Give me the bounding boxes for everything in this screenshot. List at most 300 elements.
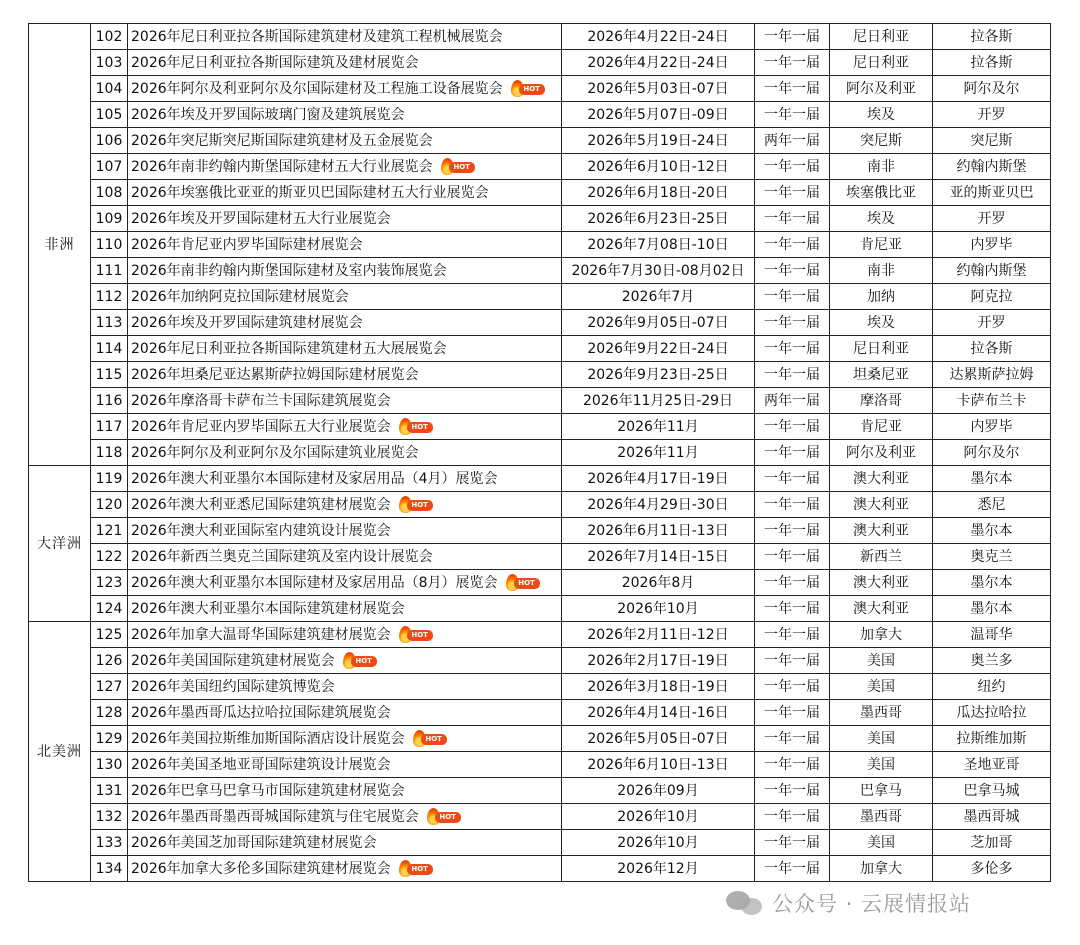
exhibition-date-cell: [562, 388, 755, 414]
exhibition-country-cell: [830, 804, 933, 830]
table-row: [29, 466, 1051, 492]
exhibition-frequency-cell: [755, 856, 830, 882]
exhibition-date: 2026年4月22日-24日: [587, 28, 729, 45]
exhibition-country-cell: [830, 284, 933, 310]
exhibition-frequency: 一年一届: [764, 678, 820, 695]
wechat-icon: [726, 889, 766, 917]
exhibition-country: 澳大利亚: [853, 522, 909, 539]
exhibition-frequency: 一年一届: [764, 314, 820, 331]
row-number-cell: [91, 76, 128, 102]
exhibition-frequency-cell: [755, 726, 830, 752]
table-row: [29, 440, 1051, 466]
exhibition-country-cell: [830, 492, 933, 518]
exhibition-date-cell: [562, 492, 755, 518]
exhibition-frequency: 一年一届: [764, 288, 820, 305]
hot-badge-icon: [399, 496, 433, 514]
exhibition-frequency: 一年一届: [764, 470, 820, 487]
row-number: 113: [95, 314, 123, 331]
table-row: [29, 414, 1051, 440]
exhibition-country-cell: [830, 258, 933, 284]
row-number: 109: [95, 210, 123, 227]
table-row: [29, 622, 1051, 648]
exhibition-country: 尼日利亚: [853, 28, 909, 45]
exhibition-country: 美国: [867, 678, 895, 695]
exhibition-city-cell: [933, 466, 1051, 492]
exhibition-frequency-cell: [755, 76, 830, 102]
exhibition-date-cell: [562, 544, 755, 570]
hot-badge-icon: [427, 808, 461, 826]
exhibition-frequency-cell: [755, 440, 830, 466]
exhibition-frequency: 一年一届: [764, 496, 820, 513]
exhibition-date: 2026年2月17日-19日: [587, 652, 729, 669]
exhibition-frequency-cell: [755, 830, 830, 856]
exhibition-frequency-cell: [755, 752, 830, 778]
table-row: [29, 856, 1051, 882]
table-row: [29, 752, 1051, 778]
exhibition-country: 埃及: [867, 106, 895, 123]
exhibition-country-cell: [830, 648, 933, 674]
exhibition-table: [28, 23, 1051, 882]
table-row: [29, 674, 1051, 700]
exhibition-frequency-cell: [755, 544, 830, 570]
hot-badge-icon: [343, 652, 377, 670]
exhibition-name-cell: [128, 258, 562, 284]
exhibition-country: 埃及: [867, 210, 895, 227]
exhibition-name: 2026年南非约翰内斯堡国际建材五大行业展览会: [131, 158, 433, 175]
table-row: [29, 336, 1051, 362]
row-number-cell: [91, 362, 128, 388]
exhibition-date-cell: [562, 414, 755, 440]
exhibition-date: 2026年11月25日-29日: [582, 392, 734, 409]
exhibition-date: 2026年8月: [621, 574, 695, 591]
exhibition-city-cell: [933, 596, 1051, 622]
row-number-cell: [91, 596, 128, 622]
exhibition-name: 2026年美国纽约国际建筑博览会: [131, 678, 335, 695]
row-number-cell: [91, 778, 128, 804]
row-number-cell: [91, 804, 128, 830]
exhibition-date: 2026年5月19日-24日: [587, 132, 729, 149]
exhibition-city: 约翰内斯堡: [956, 158, 1027, 175]
exhibition-name-cell: [128, 310, 562, 336]
exhibition-date-cell: [562, 284, 755, 310]
exhibition-country-cell: [830, 414, 933, 440]
exhibition-date-cell: [562, 440, 755, 466]
exhibition-name: 2026年阿尔及利亚阿尔及尔国际建筑业展览会: [131, 444, 419, 461]
exhibition-date-cell: [562, 648, 755, 674]
exhibition-frequency: 两年一届: [764, 132, 820, 149]
exhibition-date-cell: [562, 752, 755, 778]
row-number-cell: [91, 388, 128, 414]
row-number: 121: [95, 522, 123, 539]
exhibition-date: 2026年6月18日-20日: [587, 184, 729, 201]
exhibition-date-cell: [562, 180, 755, 206]
exhibition-frequency-cell: [755, 674, 830, 700]
exhibition-name: 2026年尼日利亚拉各斯国际建筑建材五大展展览会: [131, 340, 447, 357]
exhibition-country-cell: [830, 336, 933, 362]
exhibition-country-cell: [830, 570, 933, 596]
watermark: [726, 885, 971, 921]
exhibition-country: 阿尔及利亚: [846, 80, 916, 97]
row-number: 118: [95, 444, 123, 461]
exhibition-frequency-cell: [755, 24, 830, 50]
exhibition-frequency: 一年一届: [764, 418, 820, 435]
exhibition-city: 开罗: [977, 314, 1006, 331]
row-number: 114: [95, 340, 123, 357]
row-number-cell: [91, 440, 128, 466]
hot-badge-icon: [511, 80, 545, 98]
hot-label: HOT: [407, 500, 433, 511]
row-number-cell: [91, 102, 128, 128]
exhibition-name: 2026年尼日利亚拉各斯国际建筑建材及建筑工程机械展览会: [131, 28, 503, 45]
exhibition-date-cell: [562, 310, 755, 336]
exhibition-city: 内罗毕: [970, 236, 1013, 253]
exhibition-date: 2026年2月11日-12日: [587, 626, 729, 643]
exhibition-city-cell: [933, 76, 1051, 102]
exhibition-city-cell: [933, 232, 1051, 258]
watermark-text: 公众号 · 云展情报站: [772, 892, 972, 916]
row-number-cell: [91, 544, 128, 570]
exhibition-city-cell: [933, 804, 1051, 830]
exhibition-date: 2026年7月: [621, 288, 695, 305]
exhibition-city: 达累斯萨拉姆: [949, 366, 1034, 383]
exhibition-city-cell: [933, 414, 1051, 440]
row-number: 132: [95, 808, 123, 825]
exhibition-date-cell: [562, 76, 755, 102]
exhibition-name-cell: [128, 518, 562, 544]
row-number-cell: [91, 50, 128, 76]
exhibition-country-cell: [830, 596, 933, 622]
table-row: [29, 206, 1051, 232]
exhibition-frequency: 一年一届: [764, 366, 820, 383]
row-number: 124: [95, 600, 123, 617]
exhibition-city: 巴拿马城: [963, 782, 1020, 799]
exhibition-name-cell: [128, 50, 562, 76]
exhibition-frequency: 一年一届: [764, 522, 820, 539]
exhibition-date-cell: [562, 102, 755, 128]
exhibition-country: 埃塞俄比亚: [846, 184, 916, 201]
exhibition-city-cell: [933, 336, 1051, 362]
exhibition-city-cell: [933, 440, 1051, 466]
exhibition-frequency-cell: [755, 596, 830, 622]
row-number: 110: [95, 236, 123, 253]
exhibition-city: 阿克拉: [970, 288, 1013, 305]
exhibition-date-cell: [562, 674, 755, 700]
exhibition-country-cell: [830, 778, 933, 804]
exhibition-name-cell: [128, 674, 562, 700]
table-row: [29, 128, 1051, 154]
hot-label: HOT: [407, 422, 433, 433]
row-number: 119: [95, 470, 123, 487]
exhibition-name-cell: [128, 206, 562, 232]
row-number: 120: [95, 496, 123, 513]
exhibition-frequency: 一年一届: [764, 54, 820, 71]
table-row: [29, 648, 1051, 674]
row-number: 116: [95, 392, 123, 409]
exhibition-name: 2026年埃及开罗国际建筑建材展览会: [131, 314, 363, 331]
exhibition-frequency: 一年一届: [764, 444, 820, 461]
exhibition-country: 澳大利亚: [853, 574, 909, 591]
exhibition-city-cell: [933, 778, 1051, 804]
table-row: [29, 804, 1051, 830]
exhibition-name: 2026年加拿大温哥华国际建筑建材展览会: [131, 626, 391, 643]
exhibition-country: 阿尔及利亚: [846, 444, 916, 461]
exhibition-date-cell: [562, 830, 755, 856]
exhibition-name-cell: [128, 804, 562, 830]
exhibition-city: 卡萨布兰卡: [956, 392, 1027, 409]
exhibition-date-cell: [562, 518, 755, 544]
exhibition-city-cell: [933, 544, 1051, 570]
exhibition-country-cell: [830, 726, 933, 752]
exhibition-date: 2026年4月14日-16日: [587, 704, 729, 721]
hot-label: HOT: [519, 84, 545, 95]
exhibition-date: 2026年9月22日-24日: [587, 340, 729, 357]
row-number-cell: [91, 492, 128, 518]
exhibition-city-cell: [933, 492, 1051, 518]
row-number-cell: [91, 310, 128, 336]
exhibition-date-cell: [562, 206, 755, 232]
exhibition-city-cell: [933, 310, 1051, 336]
hot-label: HOT: [407, 864, 433, 875]
exhibition-country-cell: [830, 206, 933, 232]
table-row: [29, 518, 1051, 544]
exhibition-frequency-cell: [755, 258, 830, 284]
row-number-cell: [91, 466, 128, 492]
row-number: 129: [95, 730, 123, 747]
exhibition-frequency: 一年一届: [764, 548, 820, 565]
exhibition-date: 2026年11月: [617, 418, 699, 435]
exhibition-name-cell: [128, 440, 562, 466]
table-row: [29, 76, 1051, 102]
hot-badge-icon: [441, 158, 475, 176]
row-number-cell: [91, 258, 128, 284]
exhibition-city: 墨尔本: [970, 522, 1013, 539]
exhibition-city: 墨尔本: [970, 574, 1013, 591]
exhibition-country-cell: [830, 700, 933, 726]
exhibition-date: 2026年7月30日-08月02日: [571, 262, 745, 279]
exhibition-country-cell: [830, 362, 933, 388]
exhibition-frequency: 一年一届: [764, 106, 820, 123]
row-number: 115: [95, 366, 123, 383]
row-number-cell: [91, 518, 128, 544]
exhibition-city: 纽约: [977, 678, 1006, 695]
exhibition-country: 摩洛哥: [860, 392, 902, 409]
exhibition-date-cell: [562, 856, 755, 882]
hot-label: HOT: [435, 812, 461, 823]
exhibition-name: 2026年肯尼亚内罗毕国际建材展览会: [131, 236, 363, 253]
exhibition-name-cell: [128, 180, 562, 206]
exhibition-date: 2026年12月: [617, 860, 699, 877]
exhibition-country: 新西兰: [860, 548, 902, 565]
exhibition-city-cell: [933, 50, 1051, 76]
exhibition-date: 2026年7月14日-15日: [587, 548, 729, 565]
exhibition-country: 美国: [867, 652, 895, 669]
exhibition-frequency-cell: [755, 648, 830, 674]
exhibition-frequency: 一年一届: [764, 600, 820, 617]
exhibition-frequency: 一年一届: [764, 756, 820, 773]
exhibition-city-cell: [933, 206, 1051, 232]
hot-badge-icon: [506, 574, 540, 592]
exhibition-name: 2026年埃及开罗国际建材五大行业展览会: [131, 210, 391, 227]
exhibition-frequency: 两年一届: [764, 392, 820, 409]
region-cell: 大洋洲: [29, 466, 91, 622]
hot-badge-icon: [399, 626, 433, 644]
exhibition-name-cell: [128, 622, 562, 648]
exhibition-name: 2026年美国拉斯维加斯国际酒店设计展览会: [131, 730, 405, 747]
row-number-cell: [91, 232, 128, 258]
row-number: 111: [95, 262, 123, 279]
row-number: 122: [95, 548, 123, 565]
exhibition-frequency: 一年一届: [764, 236, 820, 253]
table-row: [29, 50, 1051, 76]
exhibition-date: 2026年6月10日-12日: [587, 158, 729, 175]
row-number-cell: [91, 414, 128, 440]
row-number-cell: [91, 154, 128, 180]
row-number-cell: [91, 752, 128, 778]
exhibition-city-cell: [933, 830, 1051, 856]
exhibition-date-cell: [562, 726, 755, 752]
row-number-cell: [91, 622, 128, 648]
exhibition-city: 约翰内斯堡: [956, 262, 1027, 279]
exhibition-frequency: 一年一届: [764, 158, 820, 175]
row-number-cell: [91, 856, 128, 882]
exhibition-city: 拉各斯: [970, 28, 1013, 45]
exhibition-name: 2026年澳大利亚悉尼国际建筑建材展览会: [131, 496, 391, 513]
hot-badge-icon: [399, 418, 433, 436]
exhibition-frequency: 一年一届: [764, 340, 820, 357]
row-number: 133: [95, 834, 123, 851]
exhibition-name: 2026年加纳阿克拉国际建材展览会: [131, 288, 349, 305]
exhibition-city: 阿尔及尔: [963, 80, 1020, 97]
exhibition-name: 2026年坦桑尼亚达累斯萨拉姆国际建材展览会: [131, 366, 419, 383]
exhibition-frequency-cell: [755, 310, 830, 336]
exhibition-city: 奥克兰: [970, 548, 1013, 565]
exhibition-frequency: 一年一届: [764, 574, 820, 591]
exhibition-country-cell: [830, 752, 933, 778]
exhibition-name-cell: [128, 778, 562, 804]
row-number: 131: [95, 782, 123, 799]
table-row: [29, 154, 1051, 180]
exhibition-date: 2026年6月11日-13日: [587, 522, 729, 539]
exhibition-country: 墨西哥: [860, 704, 902, 721]
exhibition-date: 2026年10月: [617, 834, 699, 851]
exhibition-country: 美国: [867, 730, 895, 747]
hot-label: HOT: [514, 578, 540, 589]
exhibition-name: 2026年巴拿马巴拿马市国际建筑建材展览会: [131, 782, 405, 799]
table-row: [29, 596, 1051, 622]
exhibition-date-cell: [562, 466, 755, 492]
exhibition-frequency-cell: [755, 492, 830, 518]
hot-badge-icon: [399, 860, 433, 878]
exhibition-city-cell: [933, 856, 1051, 882]
exhibition-frequency: 一年一届: [764, 28, 820, 45]
row-number: 106: [95, 132, 123, 149]
exhibition-name-cell: [128, 544, 562, 570]
exhibition-date: 2026年10月: [617, 600, 699, 617]
exhibition-frequency: 一年一届: [764, 730, 820, 747]
row-number: 108: [95, 184, 123, 201]
exhibition-city-cell: [933, 674, 1051, 700]
exhibition-country: 尼日利亚: [853, 340, 909, 357]
row-number-cell: [91, 726, 128, 752]
row-number: 123: [95, 574, 123, 591]
exhibition-city: 内罗毕: [970, 418, 1013, 435]
exhibition-country-cell: [830, 622, 933, 648]
exhibition-city: 温哥华: [970, 626, 1013, 643]
row-number-cell: [91, 206, 128, 232]
exhibition-country: 肯尼亚: [860, 236, 902, 253]
exhibition-country: 墨西哥: [860, 808, 902, 825]
row-number: 125: [95, 626, 123, 643]
exhibition-country-cell: [830, 180, 933, 206]
exhibition-name: 2026年埃塞俄比亚亚的斯亚贝巴国际建材五大行业展览会: [131, 184, 489, 201]
exhibition-city-cell: [933, 752, 1051, 778]
row-number-cell: [91, 180, 128, 206]
exhibition-name-cell: [128, 830, 562, 856]
row-number: 128: [95, 704, 123, 721]
hot-label: HOT: [421, 734, 447, 745]
exhibition-date-cell: [562, 622, 755, 648]
exhibition-frequency-cell: [755, 622, 830, 648]
exhibition-date-cell: [562, 570, 755, 596]
exhibition-country-cell: [830, 388, 933, 414]
exhibition-date: 2026年09月: [617, 782, 699, 799]
exhibition-frequency-cell: [755, 154, 830, 180]
exhibition-date-cell: [562, 804, 755, 830]
exhibition-country: 美国: [867, 756, 895, 773]
exhibition-city: 突尼斯: [970, 132, 1013, 149]
exhibition-name-cell: [128, 154, 562, 180]
exhibition-name-cell: [128, 128, 562, 154]
exhibition-frequency: 一年一届: [764, 626, 820, 643]
exhibition-date-cell: [562, 778, 755, 804]
exhibition-frequency: 一年一届: [764, 704, 820, 721]
table-row: [29, 232, 1051, 258]
exhibition-city: 墨尔本: [970, 470, 1013, 487]
table-row: [29, 830, 1051, 856]
exhibition-name-cell: [128, 700, 562, 726]
exhibition-date: 2026年9月23日-25日: [587, 366, 729, 383]
table-row: [29, 362, 1051, 388]
exhibition-country: 坦桑尼亚: [853, 366, 909, 383]
exhibition-name: 2026年尼日利亚拉各斯国际建筑及建材展览会: [131, 54, 419, 71]
exhibition-name: 2026年新西兰奥克兰国际建筑及室内设计展览会: [131, 548, 433, 565]
region-cell: 北美洲: [29, 622, 91, 882]
exhibition-country: 巴拿马: [860, 782, 902, 799]
hot-label: HOT: [449, 162, 475, 173]
exhibition-city: 亚的斯亚贝巴: [949, 184, 1034, 201]
exhibition-city-cell: [933, 102, 1051, 128]
exhibition-date-cell: [562, 232, 755, 258]
exhibition-city-cell: [933, 154, 1051, 180]
exhibition-country: 尼日利亚: [853, 54, 909, 71]
exhibition-city-cell: [933, 622, 1051, 648]
exhibition-country-cell: [830, 466, 933, 492]
table-row: [29, 570, 1051, 596]
exhibition-name: 2026年加拿大多伦多国际建筑建材展览会: [131, 860, 391, 877]
exhibition-city: 瓜达拉哈拉: [956, 704, 1027, 721]
exhibition-date-cell: [562, 258, 755, 284]
exhibition-city: 多伦多: [970, 860, 1013, 877]
row-number-cell: [91, 336, 128, 362]
row-number: 105: [95, 106, 123, 123]
exhibition-country: 南非: [867, 158, 895, 175]
exhibition-name-cell: [128, 414, 562, 440]
exhibition-city-cell: [933, 284, 1051, 310]
table-row: [29, 388, 1051, 414]
exhibition-frequency-cell: [755, 778, 830, 804]
exhibition-city-cell: [933, 258, 1051, 284]
exhibition-frequency-cell: [755, 206, 830, 232]
